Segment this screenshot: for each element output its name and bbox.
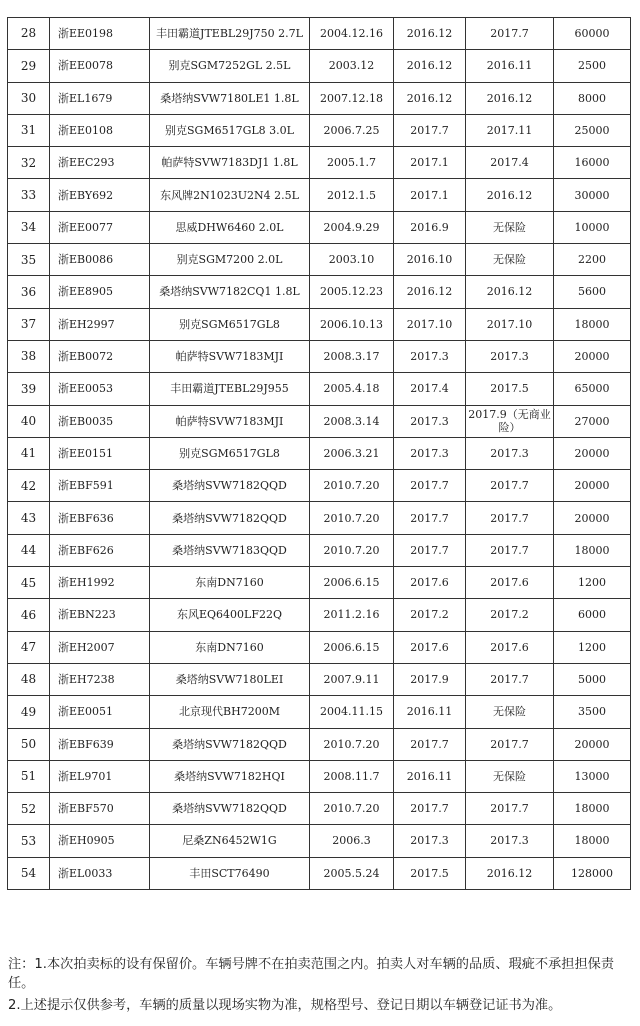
registration-date-cell: 2007.12.18 [310, 82, 394, 114]
reserve-price-cell: 18000 [554, 308, 631, 340]
plate-number-cell: 浙EE0108 [50, 114, 150, 146]
registration-date-cell: 2006.7.25 [310, 114, 394, 146]
vehicle-model-cell: 桑塔纳SVW7180LEI [150, 663, 310, 695]
registration-date-cell: 2008.3.17 [310, 340, 394, 372]
table-row [8, 631, 631, 663]
registration-date-cell: 2006.6.15 [310, 631, 394, 663]
registration-date-cell: 2006.3.21 [310, 437, 394, 469]
row-number-cell: 48 [8, 663, 50, 695]
inspection-date-cell: 2017.3 [394, 825, 466, 857]
row-number-cell: 31 [8, 114, 50, 146]
inspection-date-cell: 2017.7 [394, 534, 466, 566]
vehicle-model-cell: 桑塔纳SVW7182QQD [150, 728, 310, 760]
row-number-cell: 38 [8, 340, 50, 372]
plate-number-cell: 浙EE0151 [50, 437, 150, 469]
registration-date-cell: 2006.3 [310, 825, 394, 857]
vehicle-model-cell: 东南DN7160 [150, 567, 310, 599]
vehicle-model-cell: 丰田霸道JTEBL29J750 2.7L [150, 18, 310, 50]
table-row [8, 470, 631, 502]
vehicle-model-cell: 丰田SCT76490 [150, 857, 310, 889]
plate-number-cell: 浙EB0072 [50, 340, 150, 372]
inspection-date-cell: 2017.3 [394, 437, 466, 469]
plate-number-cell: 浙EE0078 [50, 50, 150, 82]
vehicle-model-cell: 东风牌2N1023U2N4 2.5L [150, 179, 310, 211]
reserve-price-cell: 8000 [554, 82, 631, 114]
row-number-cell: 43 [8, 502, 50, 534]
registration-date-cell: 2007.9.11 [310, 663, 394, 695]
plate-number-cell: 浙EBN223 [50, 599, 150, 631]
registration-date-cell: 2005.5.24 [310, 857, 394, 889]
reserve-price-cell: 27000 [554, 405, 631, 437]
insurance-date-cell: 2017.7 [466, 502, 554, 534]
plate-number-cell: 浙EBF639 [50, 728, 150, 760]
vehicle-model-cell: 桑塔纳SVW7180LE1 1.8L [150, 82, 310, 114]
insurance-date-cell: 2017.6 [466, 567, 554, 599]
table-row [8, 405, 631, 437]
vehicle-model-cell: 别克SGM6517GL8 3.0L [150, 114, 310, 146]
insurance-date-cell: 2017.7 [466, 534, 554, 566]
registration-date-cell: 2004.11.15 [310, 696, 394, 728]
row-number-cell: 54 [8, 857, 50, 889]
table-row [8, 567, 631, 599]
vehicle-model-cell: 桑塔纳SVW7182HQI [150, 760, 310, 792]
registration-date-cell: 2010.7.20 [310, 502, 394, 534]
inspection-date-cell: 2017.2 [394, 599, 466, 631]
insurance-date-cell: 无保险 [466, 760, 554, 792]
vehicle-model-cell: 尼桑ZN6452W1G [150, 825, 310, 857]
reserve-price-cell: 2500 [554, 50, 631, 82]
vehicle-model-cell: 别克SGM6517GL8 [150, 437, 310, 469]
row-number-cell: 51 [8, 760, 50, 792]
insurance-date-cell: 2017.6 [466, 631, 554, 663]
table-row [8, 857, 631, 889]
insurance-date-cell: 2016.12 [466, 857, 554, 889]
table-row [8, 340, 631, 372]
reserve-price-cell: 5600 [554, 276, 631, 308]
insurance-date-cell: 2017.7 [466, 18, 554, 50]
table-row [8, 696, 631, 728]
plate-number-cell: 浙EH0905 [50, 825, 150, 857]
row-number-cell: 41 [8, 437, 50, 469]
inspection-date-cell: 2016.12 [394, 276, 466, 308]
plate-number-cell: 浙EL9701 [50, 760, 150, 792]
insurance-date-cell: 2017.2 [466, 599, 554, 631]
insurance-date-cell: 2016.11 [466, 50, 554, 82]
row-number-cell: 42 [8, 470, 50, 502]
table-row [8, 18, 631, 50]
inspection-date-cell: 2017.9 [394, 663, 466, 695]
row-number-cell: 35 [8, 244, 50, 276]
note-2: 2.上述提示仅供参考，车辆的质量以现场实物为准，规格型号、登记日期以车辆登记证书为准。 [8, 998, 562, 1013]
reserve-price-cell: 25000 [554, 114, 631, 146]
row-number-cell: 46 [8, 599, 50, 631]
table-row [8, 760, 631, 792]
registration-date-cell: 2010.7.20 [310, 470, 394, 502]
table-row [8, 373, 631, 405]
reserve-price-cell: 20000 [554, 470, 631, 502]
vehicle-model-cell: 帕萨特SVW7183MJI [150, 340, 310, 372]
registration-date-cell: 2011.2.16 [310, 599, 394, 631]
row-number-cell: 37 [8, 308, 50, 340]
insurance-date-cell: 2017.3 [466, 825, 554, 857]
vehicle-model-cell: 丰田霸道JTEBL29J955 [150, 373, 310, 405]
table-row [8, 147, 631, 179]
insurance-date-cell: 2017.3 [466, 340, 554, 372]
vehicle-model-cell: 别克SGM7252GL 2.5L [150, 50, 310, 82]
insurance-date-cell: 2017.11 [466, 114, 554, 146]
reserve-price-cell: 1200 [554, 631, 631, 663]
inspection-date-cell: 2017.7 [394, 728, 466, 760]
reserve-price-cell: 13000 [554, 760, 631, 792]
table-row [8, 825, 631, 857]
registration-date-cell: 2004.12.16 [310, 18, 394, 50]
table-row [8, 308, 631, 340]
insurance-date-cell: 2017.3 [466, 437, 554, 469]
registration-date-cell: 2003.12 [310, 50, 394, 82]
row-number-cell: 47 [8, 631, 50, 663]
registration-date-cell: 2008.3.14 [310, 405, 394, 437]
insurance-date-cell: 2017.7 [466, 793, 554, 825]
row-number-cell: 36 [8, 276, 50, 308]
table-row [8, 663, 631, 695]
vehicle-model-cell: 东南DN7160 [150, 631, 310, 663]
vehicle-model-cell: 帕萨特SVW7183MJI [150, 405, 310, 437]
insurance-date-cell: 2017.7 [466, 663, 554, 695]
plate-number-cell: 浙EBF591 [50, 470, 150, 502]
reserve-price-cell: 18000 [554, 793, 631, 825]
reserve-price-cell: 128000 [554, 857, 631, 889]
vehicle-model-cell: 桑塔纳SVW7182QQD [150, 470, 310, 502]
inspection-date-cell: 2017.10 [394, 308, 466, 340]
reserve-price-cell: 20000 [554, 728, 631, 760]
registration-date-cell: 2005.1.7 [310, 147, 394, 179]
inspection-date-cell: 2016.11 [394, 696, 466, 728]
plate-number-cell: 浙EB0035 [50, 405, 150, 437]
reserve-price-cell: 20000 [554, 340, 631, 372]
inspection-date-cell: 2016.10 [394, 244, 466, 276]
plate-number-cell: 浙EBF636 [50, 502, 150, 534]
row-number-cell: 30 [8, 82, 50, 114]
inspection-date-cell: 2017.7 [394, 114, 466, 146]
registration-date-cell: 2003.10 [310, 244, 394, 276]
vehicle-model-cell: 桑塔纳SVW7182CQ1 1.8L [150, 276, 310, 308]
note-1: 注：1.本次拍卖标的设有保留价。车辆号牌不在拍卖范围之内。拍卖人对车辆的品质、瑕疵不承担担保责任。 [8, 957, 615, 991]
inspection-date-cell: 2017.7 [394, 470, 466, 502]
table-row [8, 82, 631, 114]
plate-number-cell: 浙EBF570 [50, 793, 150, 825]
plate-number-cell: 浙EE0053 [50, 373, 150, 405]
table-row [8, 437, 631, 469]
inspection-date-cell: 2017.1 [394, 179, 466, 211]
reserve-price-cell: 10000 [554, 211, 631, 243]
reserve-price-cell: 30000 [554, 179, 631, 211]
inspection-date-cell: 2016.9 [394, 211, 466, 243]
inspection-date-cell: 2017.6 [394, 567, 466, 599]
insurance-date-cell: 2016.12 [466, 82, 554, 114]
registration-date-cell: 2006.10.13 [310, 308, 394, 340]
insurance-date-cell: 无保险 [466, 244, 554, 276]
row-number-cell: 52 [8, 793, 50, 825]
row-number-cell: 39 [8, 373, 50, 405]
registration-date-cell: 2006.6.15 [310, 567, 394, 599]
registration-date-cell: 2005.12.23 [310, 276, 394, 308]
reserve-price-cell: 65000 [554, 373, 631, 405]
table-row [8, 211, 631, 243]
reserve-price-cell: 16000 [554, 147, 631, 179]
inspection-date-cell: 2016.12 [394, 50, 466, 82]
vehicle-model-cell: 别克SGM7200 2.0L [150, 244, 310, 276]
table-row [8, 114, 631, 146]
row-number-cell: 49 [8, 696, 50, 728]
row-number-cell: 53 [8, 825, 50, 857]
inspection-date-cell: 2017.1 [394, 147, 466, 179]
inspection-date-cell: 2016.11 [394, 760, 466, 792]
reserve-price-cell: 20000 [554, 502, 631, 534]
plate-number-cell: 浙EH1992 [50, 567, 150, 599]
row-number-cell: 28 [8, 18, 50, 50]
table-row [8, 276, 631, 308]
reserve-price-cell: 2200 [554, 244, 631, 276]
reserve-price-cell: 18000 [554, 825, 631, 857]
vehicle-model-cell: 东风EQ6400LF22Q [150, 599, 310, 631]
registration-date-cell: 2010.7.20 [310, 728, 394, 760]
plate-number-cell: 浙EL0033 [50, 857, 150, 889]
table-row [8, 502, 631, 534]
registration-date-cell: 2008.11.7 [310, 760, 394, 792]
table-row [8, 599, 631, 631]
vehicle-model-cell: 桑塔纳SVW7182QQD [150, 502, 310, 534]
insurance-date-cell: 2016.12 [466, 179, 554, 211]
plate-number-cell: 浙EH2007 [50, 631, 150, 663]
vehicle-model-cell: 桑塔纳SVW7182QQD [150, 793, 310, 825]
row-number-cell: 29 [8, 50, 50, 82]
plate-number-cell: 浙EBF626 [50, 534, 150, 566]
insurance-date-cell: 2017.10 [466, 308, 554, 340]
table-row [8, 793, 631, 825]
inspection-date-cell: 2017.3 [394, 405, 466, 437]
plate-number-cell: 浙EH2997 [50, 308, 150, 340]
inspection-date-cell: 2017.7 [394, 793, 466, 825]
insurance-date-cell: 2017.7 [466, 728, 554, 760]
row-number-cell: 34 [8, 211, 50, 243]
insurance-date-cell: 无保险 [466, 696, 554, 728]
inspection-date-cell: 2016.12 [394, 82, 466, 114]
inspection-date-cell: 2017.6 [394, 631, 466, 663]
vehicle-model-cell: 桑塔纳SVW7183QQD [150, 534, 310, 566]
row-number-cell: 32 [8, 147, 50, 179]
registration-date-cell: 2010.7.20 [310, 793, 394, 825]
row-number-cell: 33 [8, 179, 50, 211]
inspection-date-cell: 2017.4 [394, 373, 466, 405]
insurance-date-cell: 2017.9（无商业险） [466, 405, 554, 437]
vehicle-model-cell: 思威DHW6460 2.0L [150, 211, 310, 243]
registration-date-cell: 2004.9.29 [310, 211, 394, 243]
plate-number-cell: 浙EH7238 [50, 663, 150, 695]
inspection-date-cell: 2017.5 [394, 857, 466, 889]
row-number-cell: 44 [8, 534, 50, 566]
vehicle-model-cell: 帕萨特SVW7183DJ1 1.8L [150, 147, 310, 179]
reserve-price-cell: 1200 [554, 567, 631, 599]
vehicle-model-cell: 北京现代BH7200M [150, 696, 310, 728]
reserve-price-cell: 6000 [554, 599, 631, 631]
inspection-date-cell: 2016.12 [394, 18, 466, 50]
insurance-date-cell: 2017.7 [466, 470, 554, 502]
table-row [8, 179, 631, 211]
registration-date-cell: 2010.7.20 [310, 534, 394, 566]
plate-number-cell: 浙EE8905 [50, 276, 150, 308]
plate-number-cell: 浙EE0198 [50, 18, 150, 50]
vehicle-auction-table [7, 17, 631, 890]
plate-number-cell: 浙EB0086 [50, 244, 150, 276]
reserve-price-cell: 20000 [554, 437, 631, 469]
reserve-price-cell: 3500 [554, 696, 631, 728]
table-row [8, 244, 631, 276]
row-number-cell: 45 [8, 567, 50, 599]
insurance-date-cell: 无保险 [466, 211, 554, 243]
plate-number-cell: 浙EE0077 [50, 211, 150, 243]
table-row [8, 534, 631, 566]
row-number-cell: 40 [8, 405, 50, 437]
reserve-price-cell: 18000 [554, 534, 631, 566]
registration-date-cell: 2005.4.18 [310, 373, 394, 405]
registration-date-cell: 2012.1.5 [310, 179, 394, 211]
reserve-price-cell: 5000 [554, 663, 631, 695]
plate-number-cell: 浙EEC293 [50, 147, 150, 179]
reserve-price-cell: 60000 [554, 18, 631, 50]
inspection-date-cell: 2017.3 [394, 340, 466, 372]
plate-number-cell: 浙EL1679 [50, 82, 150, 114]
insurance-date-cell: 2017.4 [466, 147, 554, 179]
insurance-date-cell: 2017.5 [466, 373, 554, 405]
plate-number-cell: 浙EBY692 [50, 179, 150, 211]
vehicle-model-cell: 别克SGM6517GL8 [150, 308, 310, 340]
table-row [8, 728, 631, 760]
row-number-cell: 50 [8, 728, 50, 760]
insurance-date-cell: 2016.12 [466, 276, 554, 308]
inspection-date-cell: 2017.7 [394, 502, 466, 534]
table-row [8, 50, 631, 82]
plate-number-cell: 浙EE0051 [50, 696, 150, 728]
